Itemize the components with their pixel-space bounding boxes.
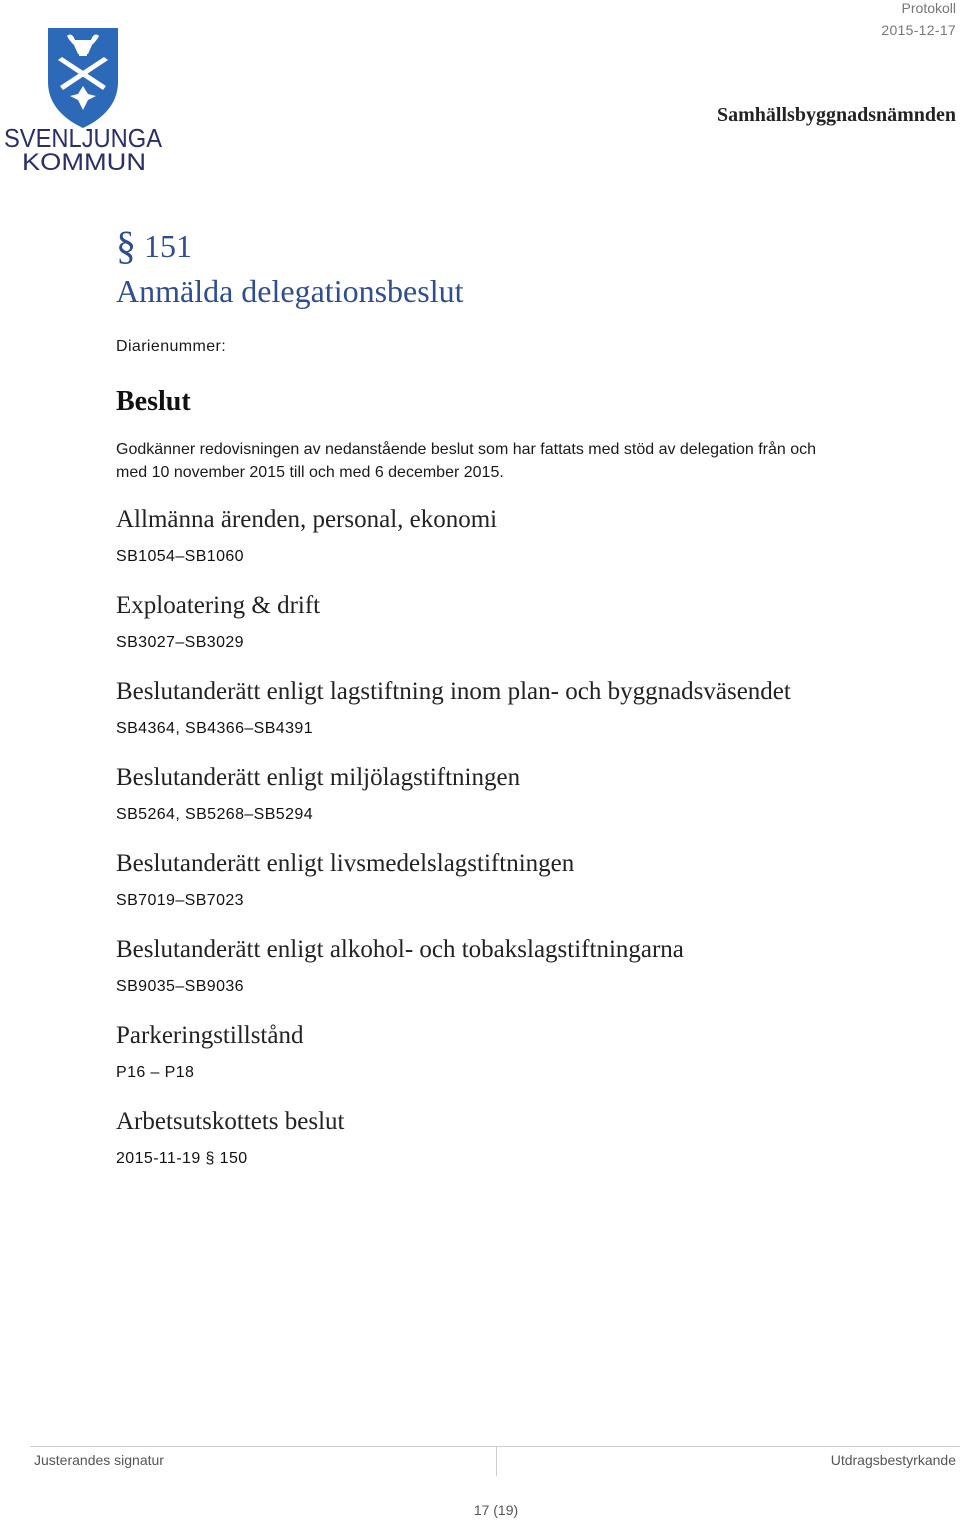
page-number: 17 (19)	[473, 1502, 519, 1518]
paragraph-title: Anmälda delegationsbeslut	[116, 273, 464, 309]
footer-rule	[30, 1446, 960, 1447]
extract-label: Utdragsbestyrkande	[830, 1452, 956, 1468]
section-sign-icon	[116, 226, 138, 266]
svg-text:§: §	[116, 226, 136, 266]
decision-heading: Beslut	[116, 386, 191, 417]
document-date: 2015-12-17	[881, 22, 956, 38]
section-refs: SB3027–SB3029	[116, 634, 244, 651]
section-heading: Beslutanderätt enligt lagstiftning inom plan- och byggnadsväsendet	[116, 678, 791, 705]
committee-name: Samhällsbyggnadsnämnden	[717, 104, 956, 126]
section-refs: SB5264, SB5268–SB5294	[116, 806, 314, 823]
diarie-label: Diarienummer:	[116, 338, 227, 355]
document-type: Protokoll	[901, 0, 956, 16]
section-heading: Exploatering & drift	[116, 592, 321, 619]
section-heading: Beslutanderätt enligt livsmedelslagstiftningen	[116, 850, 575, 877]
logo-text-line2: KOMMUN	[22, 149, 146, 174]
paragraph-number: 151	[144, 228, 192, 264]
footer-divider	[496, 1446, 497, 1476]
section-refs: 2015-11-19 § 150	[116, 1150, 248, 1167]
section-refs: SB4364, SB4366–SB4391	[116, 720, 314, 737]
section-heading: Beslutanderätt enligt miljölagstiftningen	[116, 764, 521, 791]
section-refs: SB9035–SB9036	[116, 978, 244, 995]
section-heading: Beslutanderätt enligt alkohol- och tobakslagstiftningarna	[116, 936, 684, 963]
paragraph-title-block	[116, 226, 463, 310]
coat-of-arms-icon	[48, 28, 118, 128]
section-refs: SB1054–SB1060	[116, 548, 244, 565]
section-heading: Arbetsutskottets beslut	[116, 1108, 345, 1135]
signature-label: Justerandes signatur	[34, 1452, 164, 1468]
section-heading: Parkeringstillstånd	[116, 1022, 304, 1049]
section-refs: P16 – P18	[116, 1064, 195, 1081]
section-refs: SB7019–SB7023	[116, 892, 244, 909]
municipality-logo	[4, 24, 164, 174]
logo-text-line1: SVENLJUNGA	[4, 123, 163, 153]
decision-text: Godkänner redovisningen av nedanstående beslut som har fattats med stöd av delegation från och med 10 november 2015 till och med 6 december 2015.	[116, 441, 817, 481]
section-heading: Allmänna ärenden, personal, ekonomi	[116, 506, 498, 533]
